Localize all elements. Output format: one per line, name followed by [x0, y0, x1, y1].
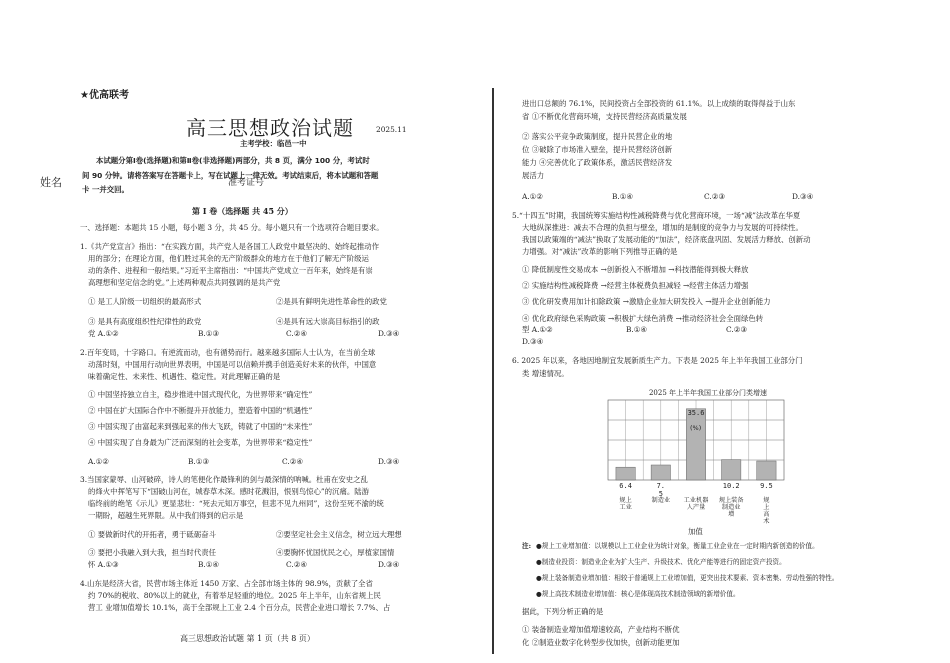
- chart-bar: [651, 465, 670, 480]
- q6-line: 类 增速情况。: [522, 369, 569, 378]
- chart-title: 2025 年上半年我国工业部分门类增速: [648, 389, 768, 397]
- q4-answer[interactable]: B.①④: [612, 192, 634, 201]
- q1-answer[interactable]: 党 A.①②: [88, 329, 119, 338]
- chart-value-label: 35.6: [687, 408, 705, 417]
- chart-bars: [616, 409, 776, 480]
- section-heading: 第 Ⅰ 卷（选择题 共 45 分）: [192, 206, 293, 216]
- notes-label: 注:: [522, 542, 532, 550]
- industry-growth-chart: [598, 386, 818, 536]
- column-divider: [492, 88, 494, 654]
- chart-value-label: 9.5: [760, 482, 773, 490]
- q3-answer[interactable]: D.③④: [378, 560, 400, 569]
- q6-option[interactable]: 化 ②制造业数字化转型步伐加快，创新动能更加: [522, 638, 680, 647]
- intro-line-1: 本试题分第Ⅰ卷(选择题)和第Ⅱ卷(非选择题)两部分，共 8 页，满分 100 分，考试时: [96, 156, 370, 165]
- q5-option[interactable]: ④ 优化政府绿色采购政策 →积极扩大绿色消费 →推动经济社会全面绿色转: [522, 314, 764, 323]
- section-instruction: 一、选择题：本题共 15 小题，每小题 3 分，共 45 分。每小题只有一个选项符合题目要求。: [80, 223, 384, 232]
- q4-option[interactable]: 能力 ④完善优化了政策体系，激活民营经济发: [522, 158, 673, 167]
- q3-line: 3.当国家蒙辱、山河破碎，诗人的笔便化作最锋利的剑与最深情的呐喊。杜甫在安史之乱: [80, 475, 368, 484]
- q4-line: 约 70%的税收、80%以上的就业，有着举足轻重的地位。2025 年上半年，山东省规上民: [88, 591, 381, 600]
- q3-line: 一期盼，超越生死界限。从中我们得到的启示是: [88, 511, 244, 520]
- q1-option[interactable]: ②是具有鲜明先进性革命性的政党: [276, 297, 387, 306]
- q4-answer[interactable]: D.③④: [792, 192, 814, 201]
- q1-answer[interactable]: B.①③: [198, 329, 220, 338]
- q5-option[interactable]: ③ 优化研发费用加计扣除政策 →激励企业加大研发投入 →提升企业创新能力: [522, 297, 771, 306]
- chart-category-label: 规上工业: [619, 497, 632, 511]
- q6-line: 6. 2025 年以来，各地因地制宜发展新质生产力。下表是 2025 年上半年我国工业部分门: [512, 356, 803, 365]
- q4-continued-line: 进出口总额的 76.1%，民间投资占全部投资的 61.1%。以上成绩的取得得益于山东: [522, 99, 796, 108]
- note-item: ●规上工业增加值：以规模以上工业企业为统计对象，衡量工业企业在一定时期内新创造的价值。: [536, 542, 819, 550]
- chart-y-unit: (%): [690, 424, 702, 432]
- q4-line: 营工 业增加值增长 10.1%，高于全部规上工业 2.4 个百分点，民营企业进口增长 7.7%、占: [88, 603, 391, 612]
- note-item: ●规上装备制造业增加值：相较于普通规上工业增加值，更突出技术要素、资本密集、劳动性强的特性。: [536, 574, 839, 582]
- chart-bar: [686, 409, 705, 480]
- q5-answer[interactable]: D.③④: [522, 337, 544, 346]
- q5-line: 大地纵深推进：减去不合理的负担与壁垒，增加的是制度的竞争力与发展的可持续性。: [522, 223, 803, 232]
- q2-answer[interactable]: B.①③: [188, 457, 210, 466]
- q2-line: 动荡时刻，中国用行动向世界表明，中国是可以信赖并携手创造美好未来的伙伴，中国意: [88, 360, 377, 369]
- q4-answer[interactable]: C.②③: [704, 192, 725, 201]
- q3-option[interactable]: ③ 要把小我融入到大我，担当时代责任: [88, 548, 216, 557]
- q5-line: 我国以政策端的“减法”换取了发展动能的“加法”，经济底盘巩固、发展活力释放、创新动: [522, 235, 811, 244]
- q3-line: 临终前的绝笔《示儿》更显悲壮：“死去元知万事空，但悲不见九州同”，这份至死不渝的统: [88, 499, 384, 508]
- intro-line-3: 卡 一并交回。: [82, 185, 129, 194]
- q2-answer[interactable]: C.②④: [282, 457, 303, 466]
- chart-bar: [616, 467, 635, 480]
- chart-category-label: 规上装备制造业增: [718, 497, 744, 518]
- q3-option[interactable]: ① 要做新时代的开拓者，勇于砥砺奋斗: [88, 530, 216, 539]
- q5-answer[interactable]: C.②③: [726, 325, 747, 334]
- host-school: 主考学校：临邑一中: [240, 139, 307, 148]
- q3-answer[interactable]: B.①④: [198, 560, 220, 569]
- q3-option[interactable]: ②要坚定社会主义信念，树立远大理想: [276, 530, 402, 539]
- page-footer: 高三思想政治试题 第 1 页（共 8 页）: [180, 634, 315, 643]
- q1-line: 用的部分；在理论方面，他们胜过其余的无产阶级群众的地方在于他们了解无产阶级运: [88, 254, 369, 263]
- q1-answer[interactable]: C.②④: [286, 329, 307, 338]
- q1-line: 动的条件、进程和一般结果。”习近平主席指出：“中国共产党成立一百年来，始终是有崇: [88, 266, 373, 275]
- q4-option[interactable]: ② 落实公平竞争政策制度，提升民营企业的地: [522, 132, 673, 141]
- q5-answer[interactable]: B.①④: [626, 325, 648, 334]
- exam-id-label: 准考证号: [228, 178, 265, 188]
- q2-option[interactable]: ④ 中国实现了自身最为广泛而深刻的社会变革，为世界带来“稳定性”: [88, 438, 313, 447]
- q3-option[interactable]: ④要胸怀忧国忧民之心，厚植家国情: [276, 548, 395, 557]
- exam-date: 2025.11: [376, 125, 407, 134]
- q5-line: 力增强。对“减法”改革的影响下列推导正确的是: [522, 247, 678, 256]
- q6-option[interactable]: ① 装备制造业增加值增速较高，产业结构不断优: [522, 625, 680, 634]
- page-title: 高三思想政治试题: [186, 116, 354, 140]
- chart-value-label: 6.4: [619, 482, 632, 490]
- q2-line: 2.百年变局，十字路口。有逆流而动，也有循势而行。越来越多国际人士认为，在当前全球: [80, 348, 376, 357]
- q5-option[interactable]: ② 实施结构性减税降费 →经营主体税费负担减轻 →经营主体活力增强: [522, 281, 749, 290]
- note-item: ●制造业投资：制造业企业为扩大生产、升级技术、优化产能等进行的固定资产投资。: [536, 558, 786, 566]
- q4-option[interactable]: 位 ③破除了市场准入壁垒，提升民营经济创新: [522, 145, 673, 154]
- q5-answer[interactable]: 型 A.①②: [522, 325, 553, 334]
- name-label: 姓名: [40, 176, 62, 189]
- q2-option[interactable]: ③ 中国实现了由富起来到强起来的伟大飞跃，铸就了中国的“未来性”: [88, 422, 313, 431]
- chart-x-axis-label: 加值: [688, 527, 703, 536]
- q3-answer[interactable]: C.②④: [286, 560, 307, 569]
- chart-bar: [757, 461, 776, 480]
- q2-option[interactable]: ① 中国坚持独立自主，稳步推进中国式现代化，为世界带来“确定性”: [88, 390, 313, 399]
- q2-answer[interactable]: A.①②: [88, 457, 109, 466]
- q1-option[interactable]: ③ 是具有高度组织性纪律性的政党: [88, 317, 202, 326]
- brand-label: ★优高联考: [80, 90, 129, 101]
- q5-line: 5.“十四五”时期，我国统筹实施结构性减税降费与优化营商环境，一场“减”法改革在华夏: [512, 211, 801, 220]
- q4-option[interactable]: 展活力: [522, 171, 545, 180]
- chart-bar: [722, 460, 741, 480]
- q4-continued-line: 省 ①不断优化营商环境，支持民营经济高质量发展: [522, 112, 687, 121]
- chart-category-label: 工业机器人产量: [683, 497, 709, 511]
- q2-line: 味着确定性、未来性、机遇性、稳定性。对此理解正确的是: [88, 372, 281, 381]
- chart-value-label: 10.2: [722, 482, 740, 490]
- q6-lead: 据此，下列分析正确的是: [522, 607, 604, 616]
- q2-answer[interactable]: D.③④: [378, 457, 400, 466]
- chart-value-label: 7. 5: [656, 482, 666, 498]
- chart-category-label: 规上高术: [763, 497, 770, 525]
- q3-answer[interactable]: 怀 A.①③: [88, 560, 119, 569]
- q1-option[interactable]: ① 是工人阶级一切组织的最高形式: [88, 297, 202, 306]
- q1-answer[interactable]: D.③④: [378, 329, 400, 338]
- note-item: ●规上高技术制造业增加值：核心是体现高技术制造领域的新增价值。: [536, 590, 740, 598]
- q4-answer[interactable]: A.①②: [522, 192, 543, 201]
- intro-line-2: 间 90 分钟。请将答案写在答题卡上，写在试题上一律无效。考试结束后，将本试题和答题: [82, 171, 379, 180]
- q1-option[interactable]: ④是具有远大崇高目标指引的政: [276, 317, 380, 326]
- q5-option[interactable]: ① 降低制度性交易成本 →创新投入不断增加 →科技潜能得到极大释放: [522, 265, 749, 274]
- q4-line: 4.山东是经济大省，民营市场主体近 1450 万家、占全部市场主体的 98.9%，贡献了全省: [80, 579, 373, 588]
- q1-line: 高理想和坚定信念的党。”上述两种观点共同强调的是共产党: [88, 278, 281, 287]
- q2-option[interactable]: ② 中国在扩大国际合作中不断提升开放能力，塑造着中国的“机遇性”: [88, 406, 313, 415]
- q3-line: 的烽火中挥笔写下“国破山河在，城春草木深。感时花溅泪，恨别鸟惊心”的沉痛。陆游: [88, 487, 370, 496]
- chart-category-label: 制造业: [651, 497, 671, 504]
- q1-line: 1.《共产党宣言》指出：“在实践方面，共产党人是各国工人政党中最坚决的、始终起推动作: [80, 242, 380, 251]
